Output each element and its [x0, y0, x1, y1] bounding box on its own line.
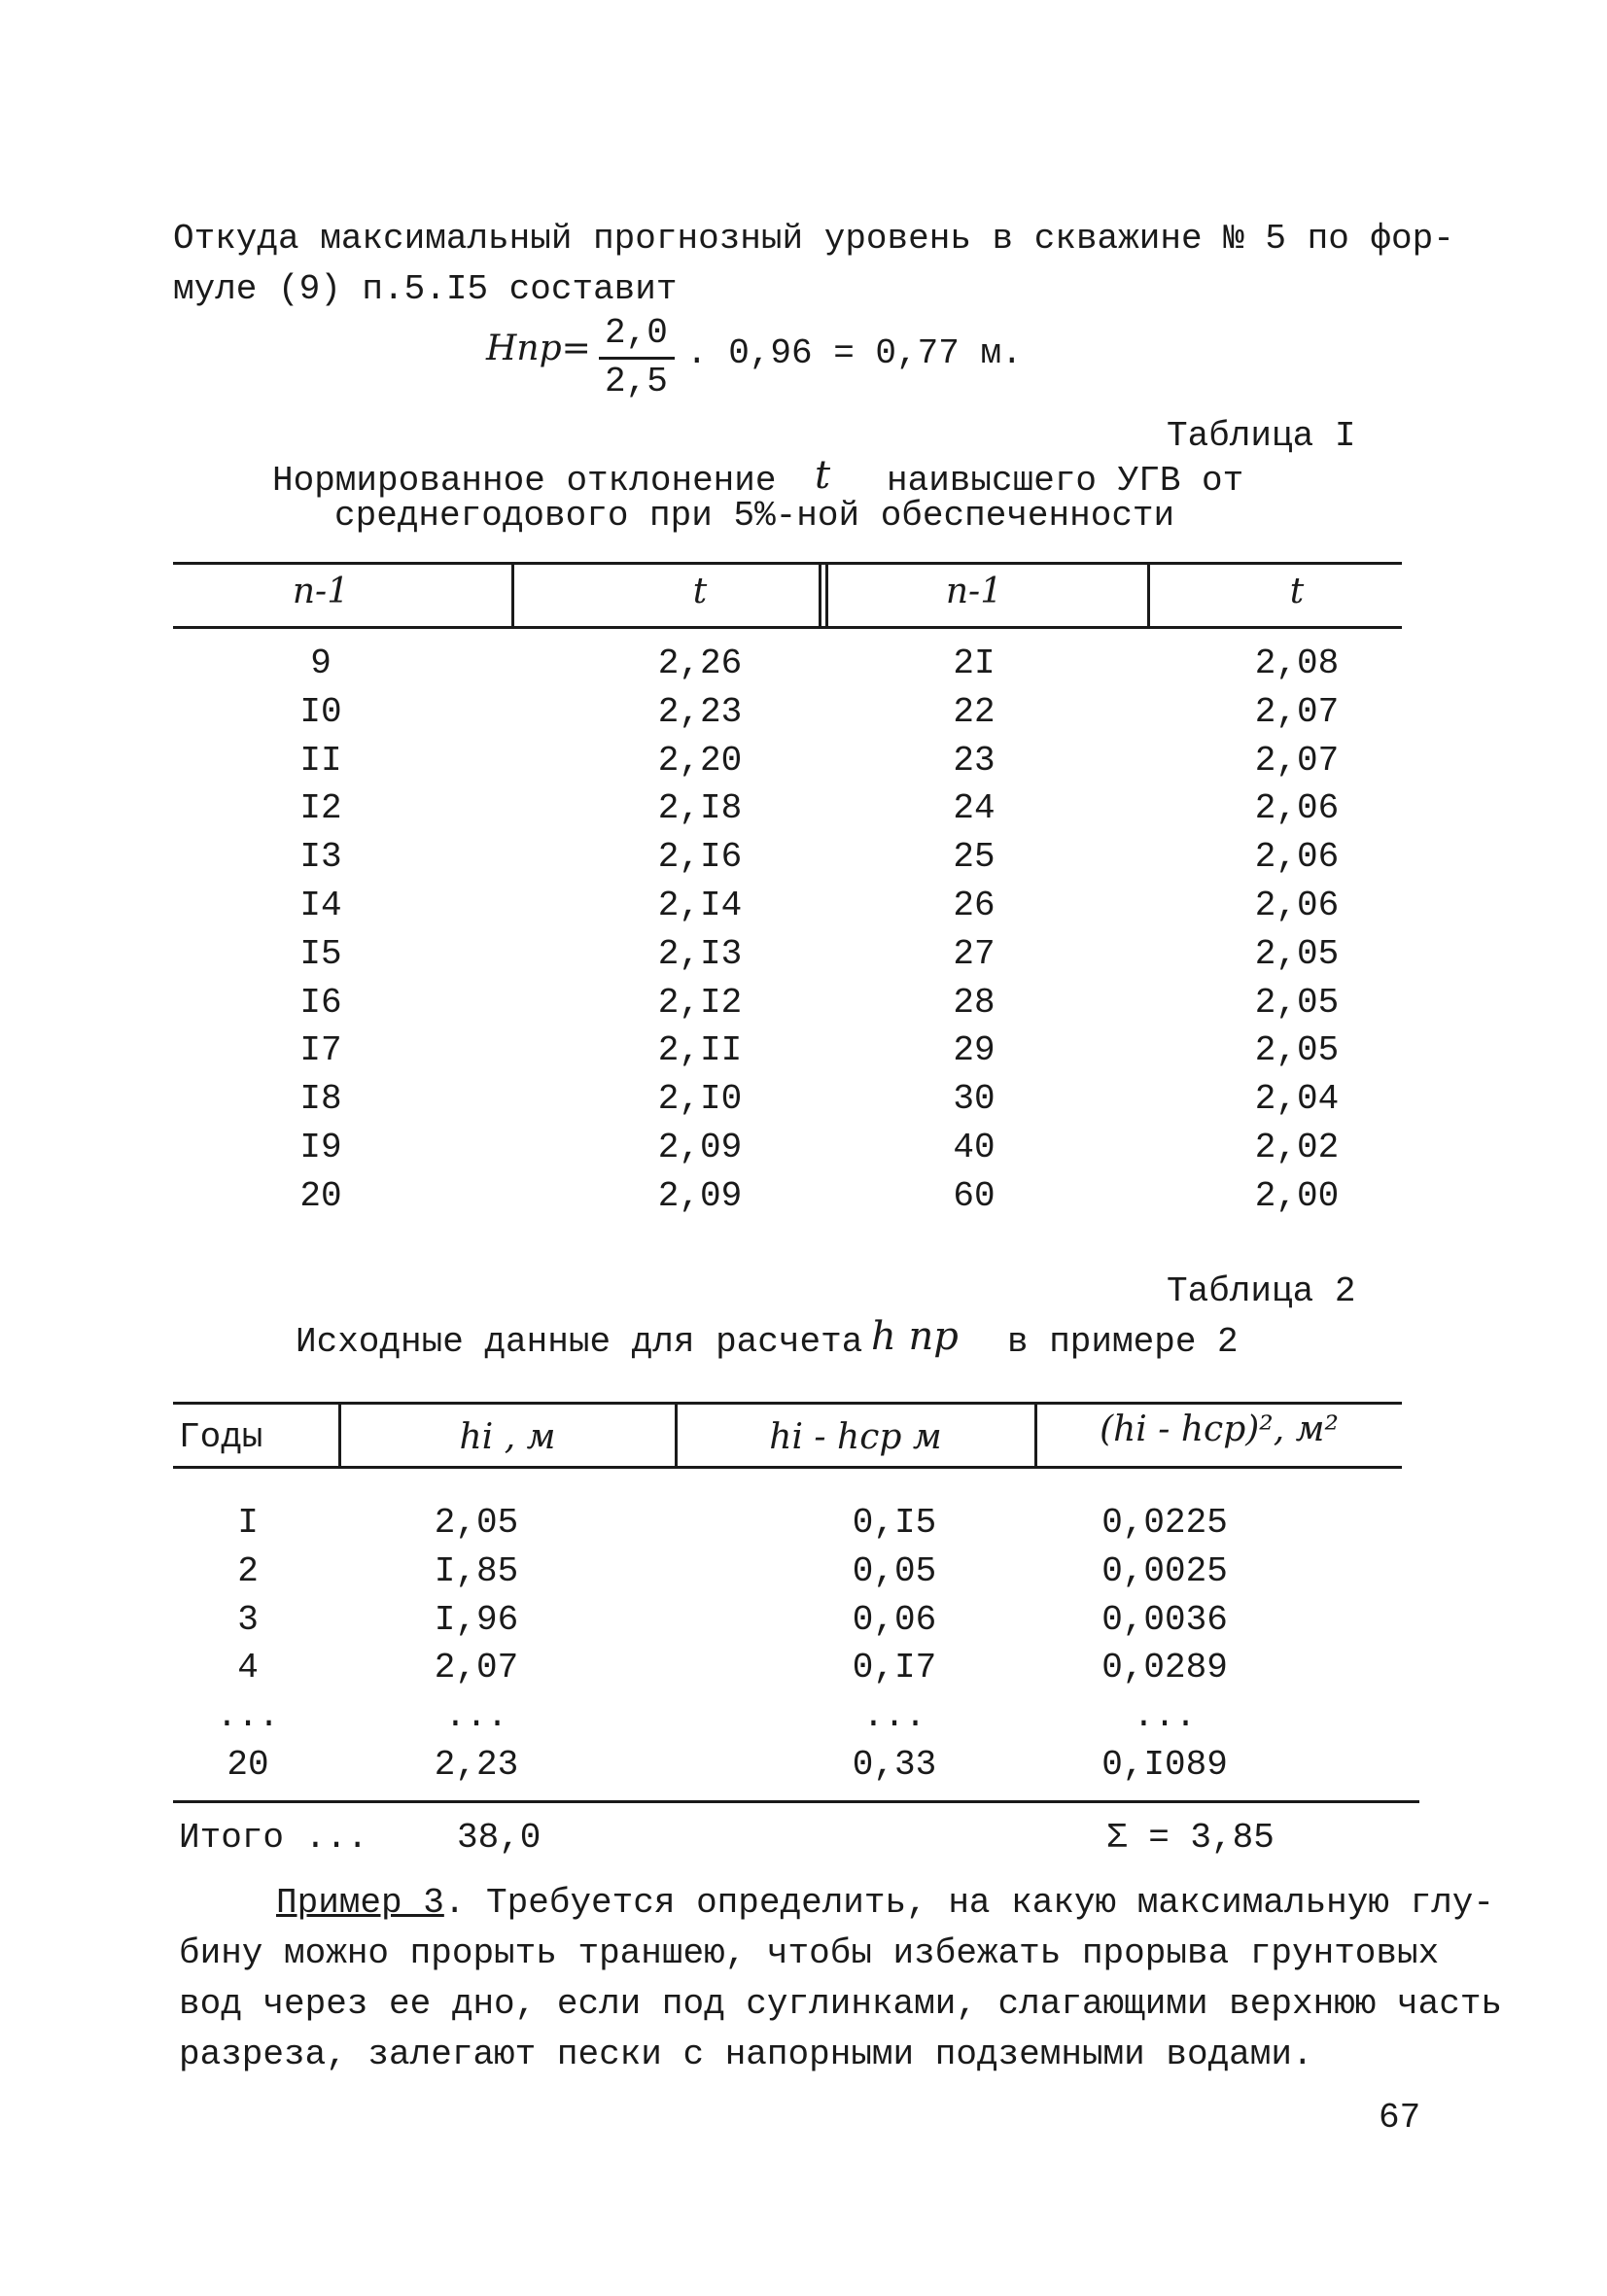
formula-numerator: 2,0: [605, 313, 668, 353]
fraction-bar: [599, 357, 675, 360]
table1-cell: 2,05: [1254, 982, 1340, 1023]
table1-cell: 2,26: [657, 644, 743, 683]
table1-cell: 2,07: [1254, 740, 1340, 781]
table1-label: Таблица I: [1167, 416, 1356, 456]
table1-cell: I0: [299, 691, 342, 732]
table1-cell: 2,I8: [657, 788, 743, 829]
table2-cell: 0,I5: [852, 1503, 937, 1543]
table2-header-rule: [173, 1466, 1402, 1469]
table1-cell: 60: [953, 1175, 996, 1216]
table2-cell: 2: [237, 1550, 259, 1591]
table1-cell: 2,05: [1254, 933, 1340, 974]
table2-cell: 0,I7: [852, 1648, 937, 1688]
table1-header-n1: n-1: [292, 572, 350, 611]
table2-cell: 0,0289: [1101, 1648, 1228, 1688]
table2-title-b: в примере 2: [1007, 1322, 1239, 1362]
formula-denominator: 2,5: [605, 362, 668, 401]
table1-cell: 2,02: [1254, 1128, 1340, 1167]
table1-cell: 2,06: [1254, 788, 1340, 829]
table1-header-t-b: t: [1289, 572, 1305, 611]
formula-rest: . 0,96 = 0,77 м.: [686, 333, 1023, 373]
table2-title-a: Исходные данные для расчета: [296, 1322, 863, 1362]
table2-header-hi-hcp: hi - hср м: [769, 1417, 942, 1457]
table2-bottom-rule: [173, 1800, 1419, 1803]
table2-cell: I,96: [434, 1599, 519, 1640]
table1-cell: 2,20: [657, 740, 743, 781]
table1-cell: 20: [299, 1175, 342, 1216]
table2-col-divider-1: [338, 1402, 341, 1468]
table1-cell: 22: [953, 691, 996, 732]
table1-cell: I3: [299, 837, 342, 878]
table1-cell: II: [299, 740, 342, 781]
table2-title-symbol: h пр: [871, 1314, 959, 1359]
table2-label: Таблица 2: [1167, 1271, 1356, 1311]
table2-cell: I: [237, 1503, 259, 1543]
table2-cell: 2,05: [434, 1503, 519, 1543]
table1-cell: I5: [299, 933, 342, 974]
table1-cell: 2,05: [1254, 1030, 1340, 1071]
table1-cell: 27: [953, 933, 996, 974]
table2-header-years: Годы: [179, 1417, 263, 1457]
example3-line-2: бину можно прорыть траншею, чтобы избежать прорыва грунтовых: [179, 1933, 1440, 1973]
table1-header-t: t: [692, 572, 708, 611]
table1-cell: 2,I6: [657, 837, 743, 878]
table1-col-divider-3: [1147, 562, 1150, 628]
table2-cell: 20: [227, 1745, 269, 1785]
table2-total-sum: Σ = 3,85: [1106, 1818, 1275, 1858]
table1-cell: 2,23: [657, 691, 743, 732]
table1-cell: I2: [299, 788, 342, 829]
table2-cell: 4: [237, 1648, 259, 1688]
table2-total-value: 38,0: [457, 1818, 541, 1858]
table1-col-divider-1: [511, 562, 514, 628]
page-number: 67: [1379, 2098, 1421, 2138]
table1-top-rule: [173, 562, 1402, 565]
table1-cell: 23: [953, 740, 996, 781]
table1-cell: 26: [953, 886, 996, 925]
table1-cell: 2,06: [1254, 837, 1340, 878]
table1-cell: 28: [953, 982, 996, 1023]
table2-cell: 3: [237, 1599, 259, 1640]
table1-title-b: наивысшего УГВ от: [887, 461, 1244, 501]
table2-total-label: Итого ...: [179, 1818, 368, 1858]
table1-cell: 2,I0: [657, 1079, 743, 1120]
table2-cell: 0,0225: [1101, 1503, 1228, 1543]
example3-heading: Пример 3: [276, 1883, 444, 1923]
formula-lhs: Нпр=: [486, 329, 591, 368]
table2-cell: ...: [862, 1696, 926, 1737]
table1-cell: I4: [299, 886, 342, 925]
example3-line-4: разреза, залегают пески с напорными подземными водами.: [179, 2035, 1313, 2074]
table2-cell: 0,0036: [1101, 1599, 1228, 1640]
table2-cell: 2,07: [434, 1648, 519, 1688]
table2-header-squared: (hi - hср)², м²: [1100, 1409, 1339, 1449]
table1-header-rule: [173, 626, 1402, 629]
table1-title-a: Нормированное отклонение: [272, 461, 777, 501]
table1-cell: 2,07: [1254, 691, 1340, 732]
table1-cell: 2I: [953, 644, 996, 683]
table2-col-divider-2: [675, 1402, 678, 1468]
table2-cell: I,85: [434, 1550, 519, 1591]
table2-cell: 0,05: [852, 1550, 937, 1591]
table2-col-divider-3: [1034, 1402, 1037, 1468]
table2-cell: 2,23: [434, 1745, 519, 1785]
table2-cell: ...: [444, 1696, 508, 1737]
table2-cell: 0,06: [852, 1599, 937, 1640]
table2-cell: ...: [216, 1696, 280, 1737]
table1-cell: 2,00: [1254, 1175, 1340, 1216]
table1-cell: 2,09: [657, 1128, 743, 1167]
intro-line-2: муле (9) п.5.I5 составит: [173, 269, 678, 309]
table1-cell: 2,09: [657, 1175, 743, 1216]
table1-cell: I6: [299, 982, 342, 1023]
example3-line-3: вод через ее дно, если под суглинками, слагающими верхнюю часть: [179, 1984, 1503, 2024]
table1-cell: I8: [299, 1079, 342, 1120]
intro-line-1: Откуда максимальный прогнозный уровень в скважине № 5 по фор-: [173, 219, 1454, 259]
table1-cell: 30: [953, 1079, 996, 1120]
table1-cell: 40: [953, 1128, 996, 1167]
table1-cell: 2,06: [1254, 886, 1340, 925]
table1-cell: 2,II: [657, 1030, 743, 1071]
example3-line-1-text: . Требуется определить, на какую максимальную глу-: [443, 1883, 1495, 1923]
table1-cell: 2,I3: [657, 933, 743, 974]
table1-cell: 24: [953, 788, 996, 829]
table1-cell: 2,08: [1254, 644, 1340, 683]
table1-cell: I7: [299, 1030, 342, 1071]
table1-cell: 2,04: [1254, 1079, 1340, 1120]
table2-cell: 0,0025: [1101, 1550, 1228, 1591]
table2-top-rule: [173, 1402, 1402, 1405]
table1-cell: 25: [953, 837, 996, 878]
example3-line-1: [276, 1878, 1494, 1929]
table1-cell: 2,I2: [657, 982, 743, 1023]
table2-cell: ...: [1133, 1696, 1197, 1737]
table1-title-symbol: t: [815, 453, 831, 498]
table2-cell: 0,33: [852, 1745, 937, 1785]
table2-header-hi: hi , м: [459, 1417, 556, 1457]
table1-title-line2: среднегодового при 5%-ной обеспеченности: [334, 496, 1175, 536]
table1-cell: 9: [310, 644, 332, 683]
table1-header-n1-b: n-1: [945, 572, 1003, 611]
table2-cell: 0,I089: [1101, 1745, 1228, 1785]
table1-cell: 2,I4: [657, 886, 743, 925]
table1-cell: I9: [299, 1128, 342, 1167]
table1-cell: 29: [953, 1030, 996, 1071]
